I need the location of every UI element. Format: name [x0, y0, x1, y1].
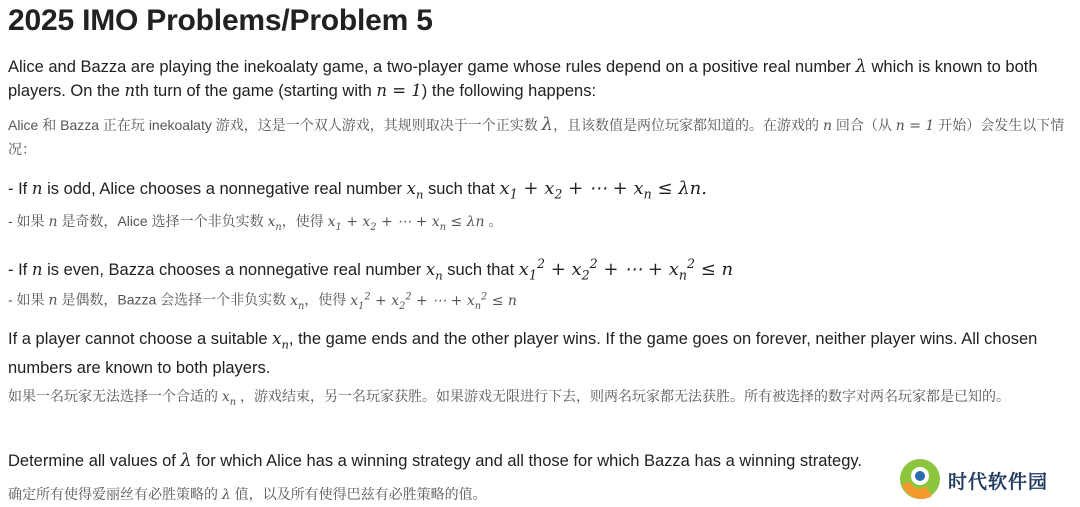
xn-symbol: $x_n$ [267, 214, 282, 233]
page-title: 2025 IMO Problems/Problem 5 [8, 4, 433, 37]
watermark [896, 456, 1072, 502]
lambda-symbol: λ [541, 114, 554, 135]
n-symbol: n [48, 214, 58, 230]
n-symbol: n [31, 260, 43, 279]
watermark-text: 时代软件园 [948, 471, 1049, 493]
end-rule-en: If a player cannot choose a suitable $x_n$, the game ends and the other player wins. If the game goes on forever, neither player wins. All chosen numbers are known to both players. [8, 329, 1038, 378]
intro-paragraph-en: Alice and Bazza are playing the inekoalaty game, a two-player game whose rules depend on a positive real number λ which is known to both players. On the nth turn of the game (starting with n = 1) the following happens: [8, 56, 1038, 100]
odd-rule-en: - If n is odd, Alice chooses a nonnegative real number $x_n$ such that $x_1 + x_2$ + ⋯ + $x_n \le \lambda n$. [8, 178, 707, 202]
n-symbol: n [31, 179, 43, 198]
site-logo-icon [896, 456, 944, 502]
xn-symbol: $x_n$ [425, 260, 443, 283]
n-equals-one: n = 1 [895, 118, 935, 134]
lambda-symbol: λ [855, 56, 867, 77]
even-inequality: $x_1^2 + x_2^2$ + ⋯ + $x_n^2 \le n$ [518, 256, 734, 283]
odd-rule-zh: - 如果 n 是奇数，Alice 选择一个非负实数 $x_n$，使得 $x_1 + x_2$ + ⋯ + $x_n \le \lambda n$ 。 [8, 213, 503, 233]
n-symbol: n [124, 81, 136, 100]
end-rule-zh: 如果一名玩家无法选择一个合适的 $x_n$ ，游戏结束，另一名玩家获胜。如果游戏无限进行下去，则两名玩家都无法获胜。所有被选择的数字对两名玩家都是已知的。 [8, 388, 1010, 408]
even-rule-en: - If n is even, Bazza chooses a nonnegative real number $x_n$ such that $x_1^2 + x_2^2$ + ⋯ + $x_n^2 \le n$ [8, 256, 734, 283]
n-symbol: n [48, 292, 58, 309]
odd-inequality: $x_1 + x_2$ + ⋯ + $x_n \le \lambda n$. [499, 178, 707, 202]
xn-symbol: $x_n$ [272, 329, 289, 352]
n-equals-one: n = 1 [376, 81, 422, 100]
even-rule-zh: - 如果 n 是偶数，Bazza 会选择一个非负实数 $x_n$，使得 $x_1^2 + x_2^2$ + ⋯ + $x_n^2 \le n$ [8, 291, 517, 312]
task-zh: 确定所有使得爱丽丝有必胜策略的 λ 值，以及所有使得巴兹有必胜策略的值。 [8, 486, 487, 503]
intro-paragraph-zh: Alice 和 Bazza 正在玩 inekoalaty 游戏，这是一个双人游戏，其规则取决于一个正实数 λ，且该数值是两位玩家都知道的。在游戏的 n 回合（从 n = 1 开始）会发生以下情况： [8, 114, 1065, 157]
n-symbol: n [822, 118, 832, 134]
odd-inequality: $x_1 + x_2$ + ⋯ + $x_n \le \lambda n$ [327, 214, 485, 233]
xn-symbol: $x_n$ [290, 292, 305, 312]
even-inequality: $x_1^2 + x_2^2$ + ⋯ + $x_n^2 \le n$ [350, 291, 517, 312]
lambda-symbol: λ [180, 450, 192, 471]
lambda-symbol: λ [221, 487, 231, 503]
xn-symbol: $x_n$ [221, 389, 237, 408]
task-en: Determine all values of λ for which Alice has a winning strategy and all those for which Bazza has a winning strategy. [8, 450, 862, 471]
xn-symbol: $x_n$ [406, 179, 424, 202]
